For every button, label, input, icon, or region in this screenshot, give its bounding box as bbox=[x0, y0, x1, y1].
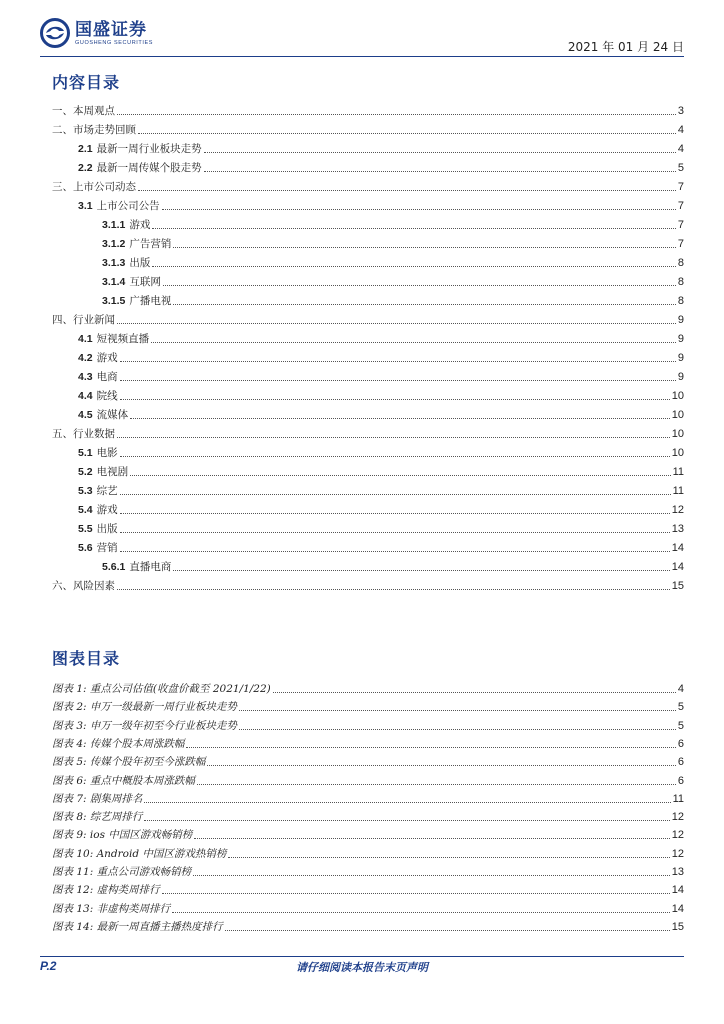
figure-entry-page: 4 bbox=[677, 683, 684, 695]
toc-entry-number: 4.1 bbox=[78, 333, 93, 345]
toc-entry[interactable] bbox=[52, 577, 684, 593]
dot-leader bbox=[207, 765, 675, 766]
dot-leader bbox=[120, 494, 671, 495]
toc-entry-label: 电商 bbox=[96, 371, 118, 383]
toc-entry-page: 12 bbox=[671, 504, 684, 516]
toc-entry-number: 3.1.1 bbox=[102, 219, 126, 231]
dot-leader bbox=[144, 802, 670, 803]
toc-entry[interactable] bbox=[52, 349, 684, 365]
figure-entry-label: 图表 9: ios 中国区游戏畅销榜 bbox=[52, 829, 193, 842]
dot-leader bbox=[162, 893, 670, 894]
dot-leader bbox=[138, 133, 676, 134]
toc-entry-label: 游戏 bbox=[129, 219, 151, 231]
toc-entry[interactable] bbox=[52, 558, 684, 574]
dot-leader bbox=[130, 418, 670, 419]
company-logo bbox=[40, 18, 153, 48]
toc-title: 内容目录 bbox=[52, 73, 121, 92]
toc-entry-page: 11 bbox=[672, 485, 684, 497]
figure-entry-label: 图表 10: Android 中国区游戏热销榜 bbox=[52, 847, 227, 860]
toc-entry[interactable] bbox=[52, 273, 684, 289]
toc-entry-label: 游戏 bbox=[96, 352, 118, 364]
dot-leader bbox=[186, 747, 675, 748]
figure-entry-page: 6 bbox=[677, 774, 684, 787]
toc-entry-number: 3.1.4 bbox=[102, 276, 126, 288]
toc-entry-number: 3.1.5 bbox=[102, 295, 126, 307]
dot-leader bbox=[117, 114, 676, 115]
report-date: 2021 年 01 月 24 日 bbox=[567, 40, 684, 54]
dot-leader bbox=[120, 399, 670, 400]
toc-entry[interactable] bbox=[52, 140, 684, 156]
toc-entry-number: 4.5 bbox=[78, 409, 93, 421]
toc-entry-page: 9 bbox=[677, 333, 684, 345]
dot-leader bbox=[172, 912, 670, 913]
toc-entry[interactable] bbox=[52, 444, 684, 460]
figure-entry-page: 14 bbox=[671, 902, 684, 915]
toc-entry-page: 7 bbox=[677, 200, 684, 212]
header-divider bbox=[40, 56, 684, 57]
toc-entry-number: 5.6 bbox=[78, 542, 93, 554]
toc-entry-label: 一、本周观点 bbox=[52, 105, 115, 117]
dot-leader bbox=[130, 475, 670, 476]
figure-entry-page: 6 bbox=[677, 737, 684, 750]
toc-entry[interactable] bbox=[52, 216, 684, 232]
toc-list bbox=[52, 102, 684, 602]
dot-leader bbox=[204, 152, 676, 153]
dot-leader bbox=[151, 342, 676, 343]
figure-entry-page: 6 bbox=[677, 756, 684, 769]
toc-entry-page: 8 bbox=[677, 276, 684, 288]
figure-entry-page: 5 bbox=[677, 701, 684, 714]
figure-entry[interactable] bbox=[52, 806, 684, 824]
toc-entry-number: 4.2 bbox=[78, 352, 93, 364]
figure-entry-label: 图表 8: 综艺周排行 bbox=[52, 811, 143, 824]
toc-entry-page: 7 bbox=[677, 238, 684, 250]
toc-entry[interactable] bbox=[52, 311, 684, 327]
dot-leader bbox=[138, 190, 676, 191]
toc-entry-page: 15 bbox=[671, 580, 684, 592]
toc-entry-label: 五、行业数据 bbox=[52, 428, 115, 440]
toc-entry-label: 最新一周行业板块走势 bbox=[96, 143, 202, 155]
dot-leader bbox=[194, 838, 669, 839]
dot-leader bbox=[144, 820, 669, 821]
figure-entry-page: 14 bbox=[671, 884, 684, 897]
figure-entry[interactable] bbox=[52, 843, 684, 861]
toc-entry-number: 3.1.3 bbox=[102, 257, 126, 269]
figure-entry-page: 12 bbox=[671, 829, 684, 842]
figure-entry[interactable] bbox=[52, 916, 684, 934]
toc-entry-number: 3.1 bbox=[78, 200, 93, 212]
toc-entry-label: 出版 bbox=[129, 257, 151, 269]
toc-entry[interactable] bbox=[52, 292, 684, 308]
toc-entry[interactable] bbox=[52, 482, 684, 498]
toc-entry-number: 2.1 bbox=[78, 143, 93, 155]
toc-entry[interactable] bbox=[52, 235, 684, 251]
toc-entry-label: 院线 bbox=[96, 390, 118, 402]
toc-entry-page: 8 bbox=[677, 257, 684, 269]
figure-entry-label: 图表 4: 传媒个股本周涨跌幅 bbox=[52, 737, 185, 750]
dot-leader bbox=[120, 380, 676, 381]
dot-leader bbox=[120, 532, 670, 533]
toc-entry-page: 10 bbox=[671, 447, 684, 459]
toc-entry-page: 9 bbox=[677, 371, 684, 383]
toc-entry[interactable] bbox=[52, 406, 684, 422]
figure-entry-label: 图表 3: 申万一级年初至今行业板块走势 bbox=[52, 719, 237, 732]
dot-leader bbox=[117, 437, 670, 438]
toc-entry[interactable] bbox=[52, 425, 684, 441]
figure-entry[interactable] bbox=[52, 696, 684, 714]
footer-divider bbox=[40, 956, 684, 957]
toc-entry-label: 二、市场走势回顾 bbox=[52, 124, 136, 136]
footer-disclaimer: 请仔细阅读本报告末页声明 bbox=[296, 961, 428, 974]
toc-entry[interactable] bbox=[52, 539, 684, 555]
toc-entry-label: 直播电商 bbox=[129, 561, 172, 573]
dot-leader bbox=[120, 361, 676, 362]
figure-entry-label: 图表 14: 最新一周直播主播热度排行 bbox=[52, 920, 223, 933]
dot-leader bbox=[228, 857, 669, 858]
figure-entry[interactable] bbox=[52, 824, 684, 842]
toc-entry-label: 游戏 bbox=[96, 504, 118, 516]
toc-entry-page: 3 bbox=[677, 105, 684, 117]
toc-entry-label: 最新一周传媒个股走势 bbox=[96, 162, 202, 174]
figure-entry-label: 图表 6: 重点中概股本周涨跌幅 bbox=[52, 774, 195, 787]
dot-leader bbox=[173, 304, 676, 305]
dot-leader bbox=[117, 323, 676, 324]
toc-entry-page: 10 bbox=[671, 409, 684, 421]
toc-entry-page: 8 bbox=[677, 295, 684, 307]
dot-leader bbox=[152, 266, 676, 267]
dot-leader bbox=[120, 551, 670, 552]
toc-entry-label: 上市公司公告 bbox=[96, 200, 160, 212]
toc-entry[interactable] bbox=[52, 501, 684, 517]
dot-leader bbox=[239, 729, 676, 730]
toc-entry-number: 5.5 bbox=[78, 523, 93, 535]
figure-entry[interactable] bbox=[52, 898, 684, 916]
toc-entry[interactable] bbox=[52, 197, 684, 213]
toc-entry[interactable] bbox=[52, 330, 684, 346]
toc-entry-label: 电视剧 bbox=[96, 466, 129, 478]
figure-entry[interactable] bbox=[52, 751, 684, 769]
page-number: P.2 bbox=[40, 959, 57, 973]
figure-entry[interactable] bbox=[52, 788, 684, 806]
figure-entry[interactable] bbox=[52, 879, 684, 897]
toc-entry-page: 4 bbox=[677, 124, 684, 136]
toc-entry-label: 三、上市公司动态 bbox=[52, 181, 136, 193]
toc-entry-label: 四、行业新闻 bbox=[52, 314, 115, 326]
dot-leader bbox=[120, 456, 670, 457]
toc-entry[interactable] bbox=[52, 178, 684, 194]
toc-entry-page: 14 bbox=[671, 542, 684, 554]
figure-entry-label: 图表 13: 非虚构类周排行 bbox=[52, 902, 171, 915]
figure-entry-label: 图表 12: 虚构类周排行 bbox=[52, 884, 160, 897]
figure-entry-page: 15 bbox=[671, 920, 684, 933]
figure-entry-page: 12 bbox=[671, 847, 684, 860]
toc-entry-number: 5.4 bbox=[78, 504, 93, 516]
toc-entry-label: 短视频直播 bbox=[96, 333, 150, 345]
toc-entry-label: 广播电视 bbox=[129, 295, 172, 307]
toc-entry-label: 六、风险因素 bbox=[52, 580, 115, 592]
toc-entry[interactable] bbox=[52, 254, 684, 270]
toc-entry-label: 电影 bbox=[96, 447, 118, 459]
toc-entry-number: 3.1.2 bbox=[102, 238, 126, 250]
page-header bbox=[40, 18, 684, 56]
toc-entry-number: 4.4 bbox=[78, 390, 93, 402]
toc-entry-label: 广告营销 bbox=[129, 238, 172, 250]
dot-leader bbox=[163, 285, 676, 286]
toc-entry-number: 5.1 bbox=[78, 447, 93, 459]
dot-leader bbox=[204, 171, 676, 172]
toc-entry[interactable] bbox=[52, 121, 684, 137]
dot-leader bbox=[239, 710, 676, 711]
toc-entry-number: 5.2 bbox=[78, 466, 93, 478]
toc-entry-label: 营销 bbox=[96, 542, 118, 554]
toc-entry-page: 4 bbox=[677, 143, 684, 155]
figure-entry-label: 图表 7: 剧集周排名 bbox=[52, 792, 143, 805]
toc-entry-label: 出版 bbox=[96, 523, 118, 535]
figure-entry-page: 11 bbox=[672, 792, 684, 805]
toc-entry-page: 11 bbox=[672, 466, 684, 478]
toc-entry-page: 14 bbox=[671, 561, 684, 573]
figure-entry-page: 12 bbox=[671, 811, 684, 824]
figure-entry[interactable] bbox=[52, 770, 684, 788]
figure-entry-label: 图表 11: 重点公司游戏畅销榜 bbox=[52, 866, 192, 878]
figure-entry[interactable] bbox=[52, 733, 684, 751]
figure-entry-page: 13 bbox=[671, 866, 684, 878]
toc-entry-page: 10 bbox=[671, 390, 684, 402]
logo-english-name: GUOSHENG SECURITIES bbox=[75, 39, 154, 46]
dot-leader bbox=[193, 875, 670, 876]
figures-list bbox=[52, 678, 684, 948]
figure-entry[interactable] bbox=[52, 678, 684, 696]
figure-entry[interactable] bbox=[52, 861, 684, 879]
toc-entry[interactable] bbox=[52, 463, 684, 479]
toc-entry[interactable] bbox=[52, 520, 684, 536]
toc-entry[interactable] bbox=[52, 387, 684, 403]
dot-leader bbox=[197, 784, 676, 785]
toc-entry-number: 4.3 bbox=[78, 371, 93, 383]
toc-entry-page: 5 bbox=[677, 162, 684, 174]
figures-title: 图表目录 bbox=[52, 649, 121, 668]
dot-leader bbox=[117, 589, 670, 590]
toc-entry-label: 综艺 bbox=[96, 485, 118, 497]
toc-entry-label: 流媒体 bbox=[96, 409, 129, 421]
dot-leader bbox=[173, 247, 676, 248]
toc-entry[interactable] bbox=[52, 159, 684, 175]
dot-leader bbox=[173, 570, 669, 571]
toc-entry-page: 7 bbox=[677, 219, 684, 231]
toc-entry-page: 9 bbox=[677, 314, 684, 326]
toc-entry-page: 9 bbox=[677, 352, 684, 364]
dot-leader bbox=[162, 209, 676, 210]
toc-entry-number: 5.3 bbox=[78, 485, 93, 497]
dot-leader bbox=[273, 692, 676, 693]
figure-entry-label: 图表 2: 申万一级最新一周行业板块走势 bbox=[52, 701, 237, 714]
toc-entry-number: 2.2 bbox=[78, 162, 93, 174]
figure-entry-page: 5 bbox=[677, 719, 684, 732]
toc-entry[interactable] bbox=[52, 368, 684, 384]
toc-entry[interactable] bbox=[52, 102, 684, 118]
figure-entry[interactable] bbox=[52, 715, 684, 733]
guosheng-logo-icon bbox=[40, 18, 70, 48]
toc-entry-label: 互联网 bbox=[129, 276, 161, 288]
dot-leader bbox=[152, 228, 676, 229]
dot-leader bbox=[225, 930, 670, 931]
toc-entry-number: 5.6.1 bbox=[102, 561, 126, 573]
toc-entry-page: 10 bbox=[671, 428, 684, 440]
logo-chinese-name: 国盛证券 bbox=[75, 19, 147, 40]
figure-entry-label: 图表 5: 传媒个股年初至今涨跌幅 bbox=[52, 756, 206, 769]
dot-leader bbox=[120, 513, 670, 514]
toc-entry-page: 13 bbox=[671, 523, 684, 535]
figure-entry-label: 图表 1: 重点公司估值(收盘价截至 2021/1/22) bbox=[52, 683, 271, 695]
toc-entry-page: 7 bbox=[677, 181, 684, 193]
